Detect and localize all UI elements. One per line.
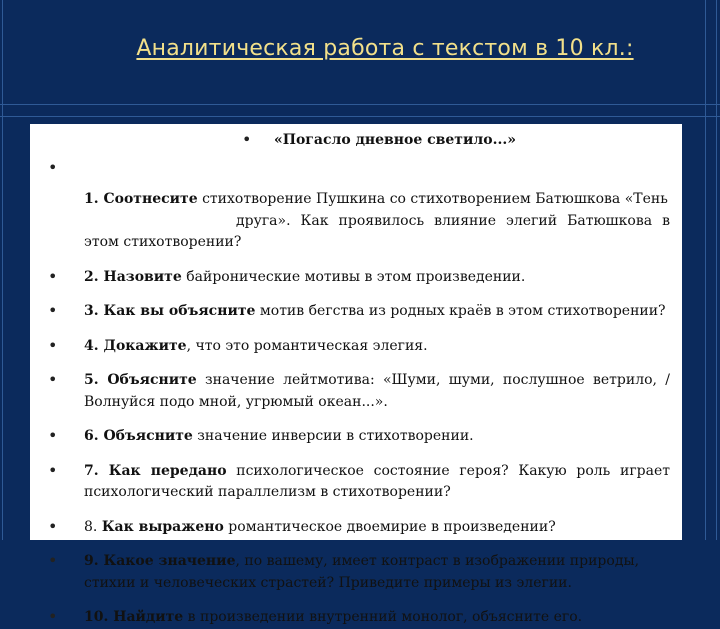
- bullet: •: [48, 551, 58, 570]
- bullet: •: [242, 130, 252, 149]
- bullet: •: [48, 516, 58, 536]
- empty-list-item: [48, 158, 670, 180]
- task-item-10: • 10. Найдите в произведении внутренний монолог, объясните его.: [48, 607, 583, 626]
- task-item-9: • 9. Какое значение, по вашему, имеет контраст в изображении природы, стихии и человеческих страстей? Приведите примеры из элегии.: [48, 551, 640, 591]
- bullet: •: [48, 607, 58, 626]
- bullet: •: [48, 157, 58, 177]
- frame-line: [0, 104, 720, 105]
- task-item-2: • 2. Назовите байронические мотивы в этом произведении.: [48, 266, 526, 286]
- bullet: •: [48, 426, 58, 445]
- task-item-8: • 8. Как выражено романтическое двоемирие в произведении?: [48, 516, 556, 536]
- task-1-lead: 1. Соотнесите стихотворение Пушкина со стихотворением Батюшкова «Тень: [84, 191, 668, 207]
- content-panel: [30, 124, 682, 626]
- bullet: •: [48, 335, 58, 355]
- task-item-3: • 3. Как вы объясните мотив бегства из родных краёв в этом стихотворении?: [48, 301, 666, 320]
- task-item-4: • 4. Докажите, что это романтическая элегия.: [48, 335, 428, 355]
- frame-line: [2, 0, 3, 540]
- frame-line: [0, 116, 720, 117]
- slide-title: Аналитическая работа с текстом в 10 кл.:: [136, 36, 634, 61]
- frame-line: [705, 0, 706, 540]
- bullet: •: [48, 370, 58, 389]
- task-item-6: • 6. Объясните значение инверсии в стихотворении.: [48, 426, 474, 445]
- frame-line: [716, 0, 717, 540]
- task-item-7: • 7. Как передано психологическое состояние героя? Какую роль играет психологический параллелизм в стихотворении?: [48, 460, 670, 500]
- bullet: •: [48, 301, 58, 320]
- task-item-5: • 5. Объясните значение лейтмотива: «Шуми, шуми, послушное ветрило, / Волнуйся подо мной, угрюмый океан...».: [48, 370, 670, 410]
- bullet: •: [48, 460, 58, 480]
- poem-title: «Погасло дневное светило...»: [274, 132, 516, 148]
- poem-title-item: [242, 130, 670, 152]
- task-item-1: [48, 181, 670, 254]
- task-1-rest: друга». Как проявилось влияние элегий Батюшкова в этом стихотворении?: [84, 212, 670, 250]
- bullet: •: [48, 266, 58, 286]
